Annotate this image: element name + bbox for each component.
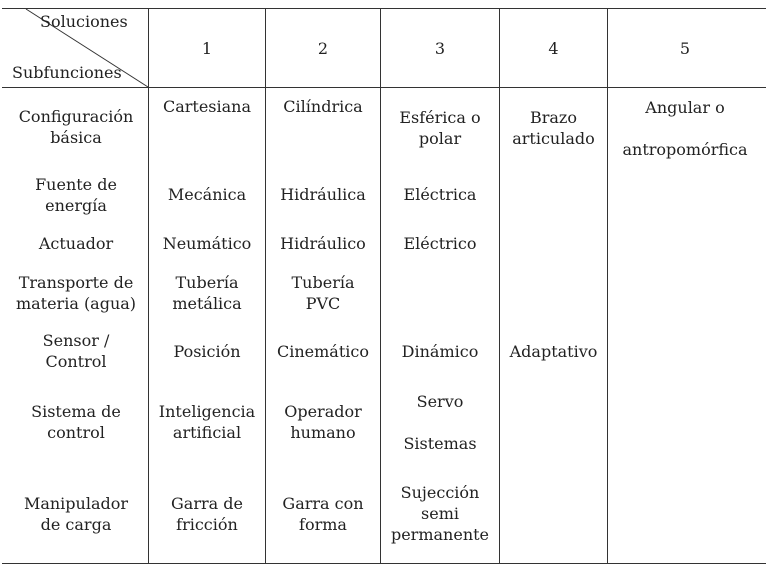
subfunction-label: Fuente de energía	[35, 175, 117, 215]
table-cell: Dinámico	[401, 342, 479, 361]
subfunction-label: Manipulador de carga	[23, 494, 129, 534]
column-divider-5	[607, 8, 608, 564]
table-cell: Posición	[173, 342, 241, 361]
table-cell: Tubería metálica	[172, 273, 242, 313]
table-cell: Servo Sistemas	[403, 392, 477, 453]
table-cell: Cartesiana	[162, 97, 252, 116]
table-cell: Hidráulica	[280, 185, 366, 204]
table-bottom-border	[2, 563, 766, 564]
table-cell: Eléctrico	[403, 234, 477, 253]
table-cell: Neumático	[162, 234, 252, 253]
header-solution-4: 4	[548, 39, 559, 58]
corner-subfunctions-label: Subfunciones	[12, 63, 122, 82]
table-cell: Cinemático	[277, 342, 369, 361]
table-cell: Sujección semi permanente	[390, 483, 490, 544]
table-cell: Brazo articulado	[512, 108, 595, 148]
header-solution-1: 1	[201, 39, 213, 58]
table-cell: Operador humano	[284, 402, 362, 442]
header-solution-2: 2	[317, 39, 329, 58]
header-solution-3: 3	[434, 39, 446, 58]
table-cell: Garra con forma	[282, 494, 364, 534]
table-cell: Hidráulico	[280, 234, 366, 253]
table-cell: Eléctrica	[403, 185, 477, 204]
header-solution-5: 5	[679, 39, 691, 58]
subfunction-label: Sistema de control	[31, 402, 121, 442]
subfunction-label: Sensor / Control	[42, 331, 110, 371]
corner-solutions-label: Soluciones	[40, 12, 128, 31]
table-cell: Cilíndrica	[283, 97, 363, 116]
subfunction-label: Actuador	[38, 234, 114, 253]
table-cell: Mecánica	[167, 185, 247, 204]
column-divider-4	[499, 8, 500, 564]
subfunction-label: Transporte de materia (agua)	[15, 273, 137, 313]
table-cell: Inteligencia artificial	[158, 402, 256, 442]
subfunction-label: Configuración básica	[18, 107, 134, 147]
column-divider-3	[380, 8, 381, 564]
table-cell: Angular o antropomórfica	[622, 98, 748, 159]
table-cell: Adaptativo	[509, 342, 598, 361]
table-cell: Esférica o polar	[399, 108, 481, 148]
table-cell: Tubería PVC	[291, 273, 355, 313]
table-cell: Garra de fricción	[171, 494, 243, 534]
